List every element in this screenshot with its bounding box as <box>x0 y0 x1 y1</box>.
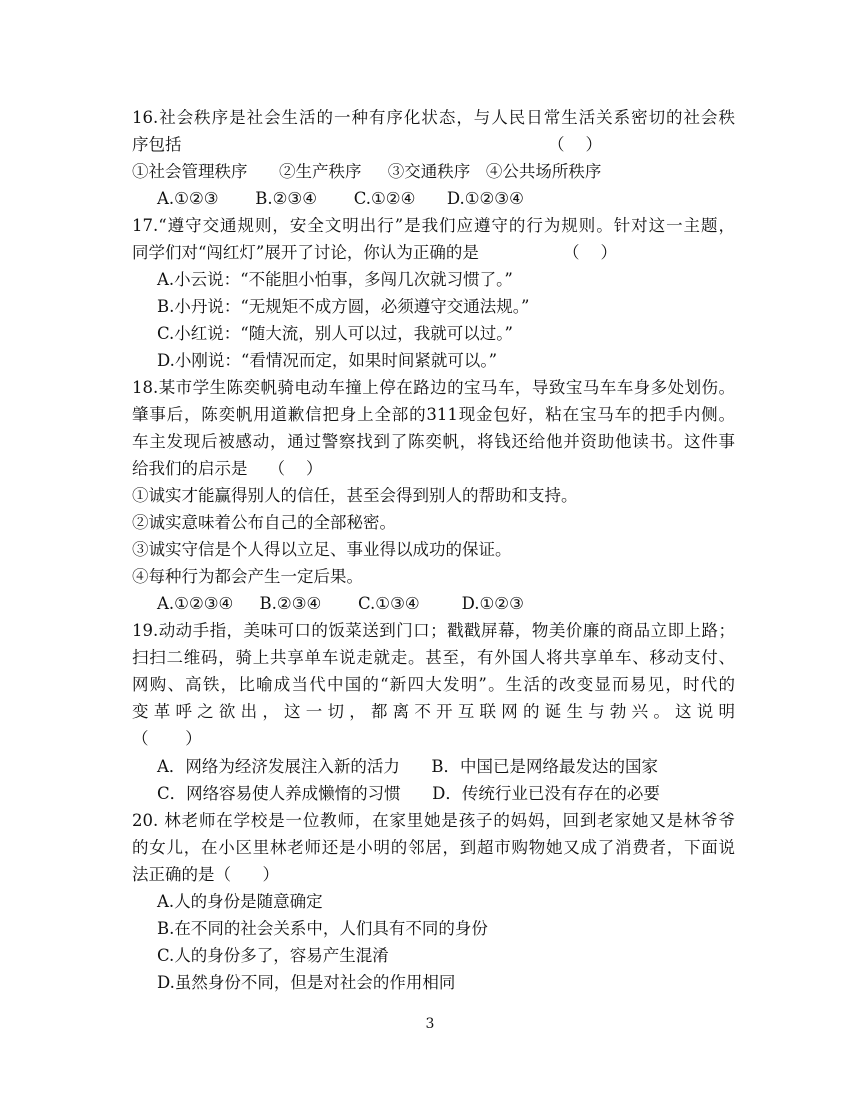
q17-stem-line-2: 同学们对“闯红灯”展开了讨论，你认为正确的是 <box>132 243 479 262</box>
q17-option-a: A.小云说：“不能胆小怕事，多闯几次就习惯了。” <box>157 270 513 289</box>
q16-items: ①社会管理秩序 ②生产秩序 ③交通秩序 ④公共场所秩序 <box>132 162 602 181</box>
q18-item-1: ①诚实才能赢得别人的信任，甚至会得到别人的帮助和支持。 <box>132 486 578 505</box>
q18-item-3: ③诚实守信是个人得以立足、事业得以成功的保证。 <box>132 540 512 559</box>
q19-answer-paren: （ ） <box>132 729 202 748</box>
q16-stem-line-1: 16.社会秩序是社会生活的一种有序化状态，与人民日常生活关系密切的社会秩 <box>132 108 735 127</box>
q18-item-2: ②诚实意味着公布自己的全部秘密。 <box>132 513 396 532</box>
q18-item-4: ④每种行为都会产生一定后果。 <box>132 567 363 586</box>
q17-answer-paren: （ ） <box>563 243 617 262</box>
q19-stem-line-1: 19.动动手指，美味可口的饭菜送到门口；戳戳屏幕，物美价廉的商品立即上路； <box>132 621 735 640</box>
q20-option-d: D.虽然身份不同，但是对社会的作用相同 <box>157 973 456 992</box>
q17-option-d: D.小刚说：“看情况而定，如果时间紧就可以。” <box>157 351 498 370</box>
q20-stem-line-2: 的女儿，在小区里林老师还是小明的邻居，到超市购物她又成了消费者，下面说 <box>132 838 735 857</box>
q20-option-c: C.人的身份多了，容易产生混淆 <box>157 946 389 965</box>
q17-option-b: B.小丹说：“无规矩不成方圆，必须遵守交通法规。” <box>157 297 530 316</box>
q16-options: A.①②③ B.②③④ C.①②④ D.①②③④ <box>157 189 524 208</box>
q18-stem-line-4: 给我们的启示是 （ ） <box>132 459 323 478</box>
q18-stem-line-2: 肇事后，陈奕帆用道歉信把身上全部的311现金包好，粘在宝马车的把手内侧。 <box>132 405 735 424</box>
q20-stem-line-1: 20. 林老师在学校是一位教师，在家里她是孩子的妈妈，回到老家她又是林爷爷 <box>132 811 735 830</box>
q19-options-ab: A．网络为经济发展注入新的活力 B．中国已是网络最发达的国家 <box>157 757 659 776</box>
q19-stem-line-2: 扫扫二维码，骑上共享单车说走就走。甚至，有外国人将共享单车、移动支付、 <box>132 648 735 667</box>
page-number: 3 <box>425 1016 435 1032</box>
q20-stem-line-3: 法正确的是（ ） <box>132 865 279 884</box>
q19-stem-line-3: 网购、高铁，比喻成当代中国的“新四大发明”。生活的改变显而易见，时代的 <box>132 675 735 694</box>
q16-answer-paren: （ ） <box>548 135 602 154</box>
q20-option-b: B.在不同的社会关系中，人们具有不同的身份 <box>157 919 488 938</box>
q18-stem-line-1: 18.某市学生陈奕帆骑电动车撞上停在路边的宝马车，导致宝马车车身多处划伤。 <box>132 378 735 397</box>
q17-stem-line-1: 17.“遵守交通规则，安全文明出行”是我们应遵守的行为规则。针对这一主题， <box>132 216 735 235</box>
q18-options: A.①②③④ B.②③④ C.①③④ D.①②③ <box>157 594 524 613</box>
q19-options-cd: C．网络容易使人养成懒惰的习惯 D．传统行业已没有存在的必要 <box>157 784 660 803</box>
q20-option-a: A.人的身份是随意确定 <box>157 892 323 911</box>
q19-stem-line-4: 变革呼之欲出，这一切，都离不开互联网的诞生与勃兴。这说明 <box>132 702 735 721</box>
q18-stem-line-3: 车主发现后被感动，通过警察找到了陈奕帆，将钱还给他并资助他读书。这件事 <box>132 432 735 451</box>
q17-option-c: C.小红说：“随大流，别人可以过，我就可以过。” <box>157 324 513 343</box>
q16-stem-line-2: 序包括 <box>132 135 182 154</box>
